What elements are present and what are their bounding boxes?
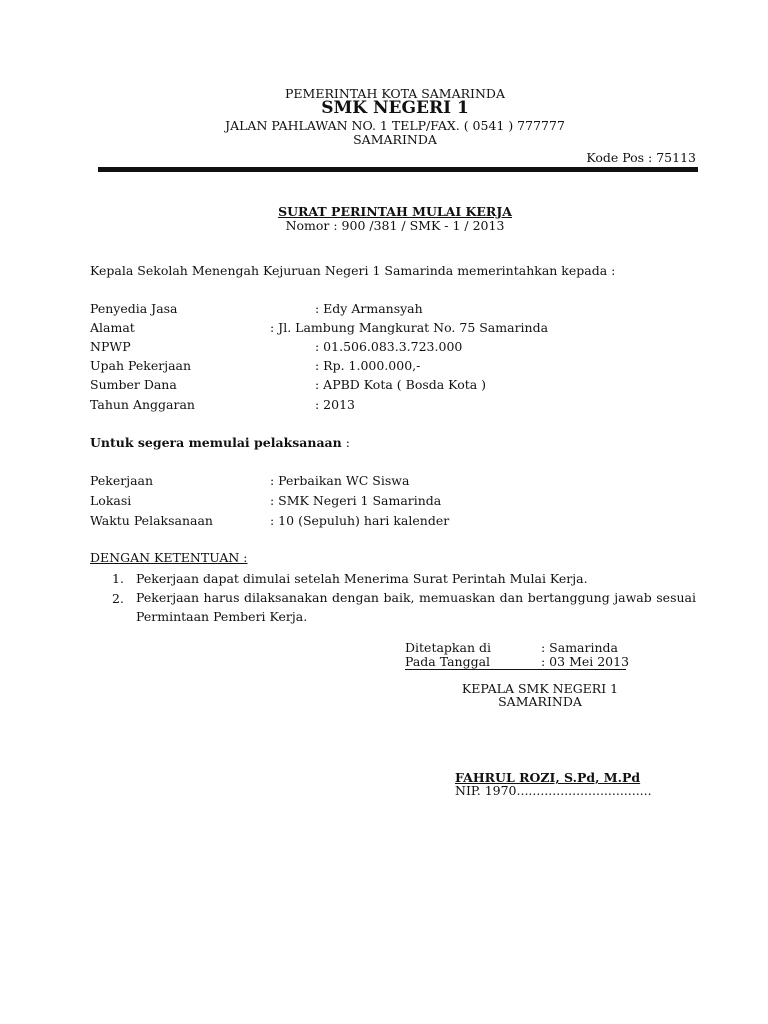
provider-value: : 2013 bbox=[315, 397, 355, 412]
work-label: Lokasi bbox=[90, 493, 132, 508]
start-heading bbox=[90, 435, 350, 450]
intro-text: Kepala Sekolah Menengah Kejuruan Negeri 1 Samarinda memerintahkan kepada : bbox=[90, 263, 616, 278]
provider-value: : APBD Kota ( Bosda Kota ) bbox=[315, 377, 487, 392]
start-heading-text: Untuk segera memulai pelaksanaan bbox=[90, 435, 342, 450]
term-text: Pekerjaan harus dilaksanakan dengan baik, memuaskan dan bertanggung jawab sesuai bbox=[136, 590, 696, 605]
term-text-continued: Permintaan Pemberi Kerja. bbox=[136, 609, 308, 624]
place-value: : Samarinda bbox=[541, 640, 618, 655]
postcode: Kode Pos : 75113 bbox=[586, 150, 696, 165]
document-number: Nomor : 900 /381 / SMK - 1 / 2013 bbox=[285, 218, 505, 233]
provider-value: : Jl. Lambung Mangkurat No. 75 Samarinda bbox=[270, 320, 549, 335]
provider-label: NPWP bbox=[90, 339, 131, 354]
work-label: Waktu Pelaksanaan bbox=[90, 513, 213, 528]
signer-nip: NIP. 1970.................................. bbox=[455, 783, 652, 798]
date-value: : 03 Mei 2013 bbox=[541, 654, 630, 669]
term-number: 2. bbox=[112, 591, 124, 606]
position-title: KEPALA SMK NEGERI 1 bbox=[461, 681, 619, 696]
signer-name: FAHRUL ROZI, S.Pd, M.Pd bbox=[455, 770, 641, 785]
provider-label: Sumber Dana bbox=[90, 377, 177, 392]
terms-heading: DENGAN KETENTUAN : bbox=[90, 550, 248, 565]
provider-value: : Edy Armansyah bbox=[315, 301, 423, 316]
school-name: SMK NEGERI 1 bbox=[321, 98, 469, 118]
header-divider bbox=[98, 167, 698, 172]
government-line: PEMERINTAH KOTA SAMARINDA bbox=[285, 86, 505, 101]
provider-label: Upah Pekerjaan bbox=[90, 358, 192, 373]
term-text: Pekerjaan dapat dimulai setelah Menerima Surat Perintah Mulai Kerja. bbox=[136, 571, 588, 586]
school-city: SAMARINDA bbox=[353, 132, 437, 147]
work-value: : 10 (Sepuluh) hari kalender bbox=[270, 513, 450, 528]
date-label: Pada Tanggal bbox=[405, 654, 541, 670]
provider-label: Alamat bbox=[90, 320, 135, 335]
work-label: Pekerjaan bbox=[90, 473, 154, 488]
term-number: 1. bbox=[112, 571, 124, 586]
document-title: SURAT PERINTAH MULAI KERJA bbox=[278, 204, 512, 219]
work-value: : SMK Negeri 1 Samarinda bbox=[270, 493, 442, 508]
start-heading-colon: : bbox=[341, 435, 350, 450]
provider-value: : Rp. 1.000.000,- bbox=[315, 358, 421, 373]
provider-value: : 01.506.083.3.723.000 bbox=[315, 339, 463, 354]
place-label: Ditetapkan di bbox=[405, 640, 491, 655]
school-address: JALAN PAHLAWAN NO. 1 TELP/FAX. ( 0541 ) 777777 bbox=[225, 118, 565, 133]
provider-label: Penyedia Jasa bbox=[90, 301, 178, 316]
position-city: SAMARINDA bbox=[498, 694, 582, 709]
work-value: : Perbaikan WC Siswa bbox=[270, 473, 410, 488]
provider-label: Tahun Anggaran bbox=[90, 397, 195, 412]
